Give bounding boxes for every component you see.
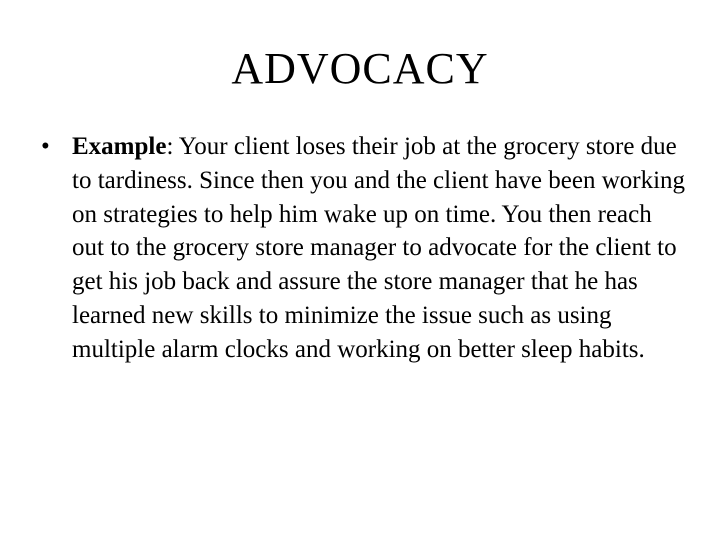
example-label: Example xyxy=(72,133,167,160)
bullet-text: Your client loses their job at the grocery store due to tardiness. Since then you and the client have been working on strategies to help him wake up on time. You then reach out to the grocery store manager to advocate for the client to get his job back and assure the store manager that he has learned new skills to minimize the issue such as using multiple alarm clocks and working on better sleep habits. xyxy=(72,133,686,363)
bullet-marker: • xyxy=(41,133,50,160)
bullet-item xyxy=(38,130,688,367)
slide-title: ADVOCACY xyxy=(231,44,489,93)
label-separator: : xyxy=(166,133,179,160)
bullet-list xyxy=(38,130,688,367)
